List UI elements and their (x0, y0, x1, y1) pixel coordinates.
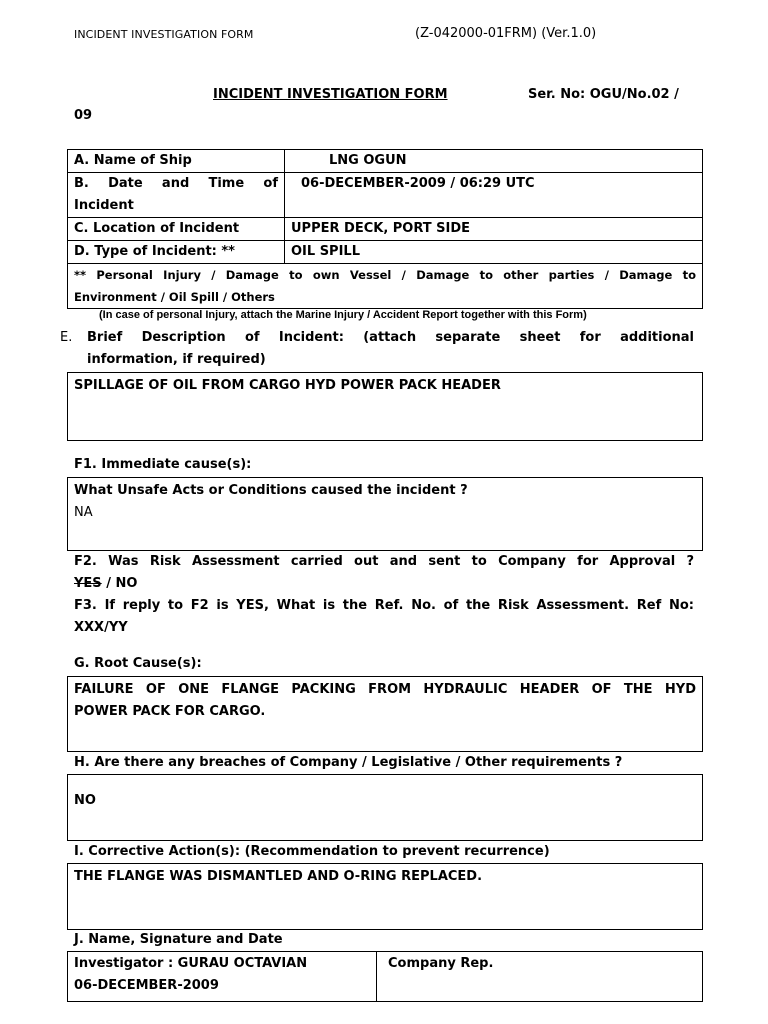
location-label: C. Location of Incident (68, 218, 285, 241)
root-cause-box (67, 676, 703, 752)
root-cause-line2: POWER PACK FOR CARGO. (74, 704, 266, 719)
table-row (68, 952, 703, 1002)
breaches-box (67, 774, 703, 841)
investigator-name: Investigator : GURAU OCTAVIAN (74, 956, 308, 971)
section-f2-question: F2. Was Risk Assessment carried out and sent to Company for Approval ? (74, 554, 694, 569)
section-e-prefix: E. (60, 330, 73, 345)
incident-types-line1: ** Personal Injury / Damage to own Vessel / Damage to other parties / Damage to (74, 268, 696, 282)
breaches-value: NO (74, 793, 96, 808)
serial-number: Ser. No: OGU/No.02 / (528, 87, 679, 102)
corrective-action-value: THE FLANGE WAS DISMANTLED AND O-RING REPLACED. (74, 869, 483, 884)
section-h-label: H. Are there any breaches of Company / Legislative / Other requirements ? (74, 755, 623, 770)
answer-no: / NO (101, 576, 138, 591)
signature-table (67, 951, 703, 1002)
description-box (67, 372, 703, 441)
date-time-label-line1: B. Date and Time of (74, 176, 278, 191)
section-f1-label: F1. Immediate cause(s): (74, 457, 252, 472)
company-rep-label: Company Rep. (388, 956, 494, 971)
header-form-code: (Z-042000-01FRM) (Ver.1.0) (415, 26, 597, 41)
location-value: UPPER DECK, PORT SIDE (285, 218, 703, 241)
date-time-value: 06-DECEMBER-2009 / 06:29 UTC (285, 173, 703, 218)
personal-injury-note: (In case of personal Injury, attach the Marine Injury / Accident Report together with this Form) (99, 309, 587, 321)
ship-name-value: LNG OGUN (285, 150, 703, 173)
answer-yes-struck: YES (74, 576, 102, 591)
immediate-cause-box (67, 477, 703, 551)
root-cause-line1: FAILURE OF ONE FLANGE PACKING FROM HYDRAULIC HEADER OF THE HYD (74, 682, 696, 697)
page-title: INCIDENT INVESTIGATION FORM (213, 87, 448, 102)
section-f3-question: F3. If reply to F2 is YES, What is the Ref. No. of the Risk Assessment. Ref No: (74, 598, 694, 613)
date-time-label-line2: Incident (74, 198, 134, 213)
incident-details-table (67, 149, 703, 309)
table-row (68, 173, 703, 218)
header-form-name: INCIDENT INVESTIGATION FORM (74, 28, 254, 41)
incident-type-value: OIL SPILL (285, 241, 703, 264)
section-f3-ref: XXX/YY (74, 620, 128, 635)
table-row (68, 150, 703, 173)
section-j-label: J. Name, Signature and Date (74, 932, 283, 947)
incident-types-list (68, 264, 703, 309)
section-f2-answer (74, 576, 137, 591)
immediate-cause-value: NA (74, 505, 93, 520)
section-e-label-line2: information, if required) (87, 352, 266, 367)
incident-type-label: D. Type of Incident: ** (68, 241, 285, 264)
serial-number-suffix: 09 (74, 108, 93, 123)
section-i-label: I. Corrective Action(s): (Recommendation to prevent recurrence) (74, 844, 550, 859)
investigation-date: 06-DECEMBER-2009 (74, 978, 219, 993)
date-time-label (68, 173, 285, 218)
company-rep-cell (377, 952, 703, 1002)
table-row (68, 218, 703, 241)
section-e-label-line1: Brief Description of Incident: (attach separate sheet for additional (87, 330, 694, 345)
immediate-cause-question: What Unsafe Acts or Conditions caused the incident ? (74, 483, 468, 498)
incident-types-line2: Environment / Oil Spill / Others (74, 290, 275, 304)
table-row (68, 241, 703, 264)
investigator-cell (68, 952, 377, 1002)
section-g-label: G. Root Cause(s): (74, 656, 202, 671)
description-value: SPILLAGE OF OIL FROM CARGO HYD POWER PACK HEADER (74, 378, 501, 393)
table-row (68, 264, 703, 309)
ship-name-label: A. Name of Ship (68, 150, 285, 173)
corrective-action-box (67, 863, 703, 930)
